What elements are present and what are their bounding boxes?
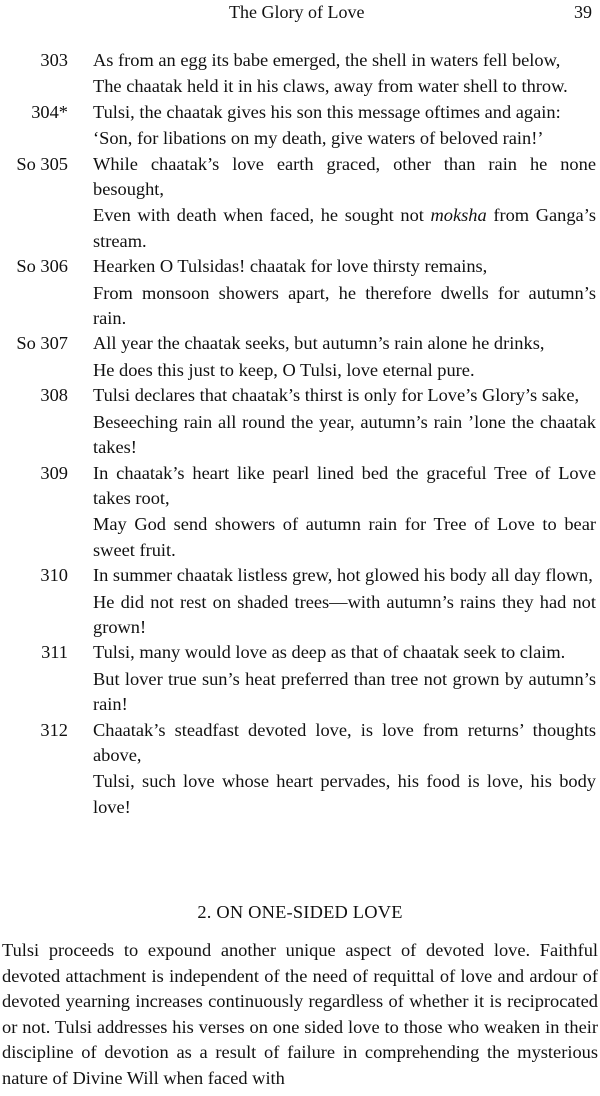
- verse-309: [0, 461, 600, 564]
- verse-line: Chaatak’s steadfast devoted love, is love from returns’ thoughts above,: [93, 719, 596, 765]
- verse-306: [0, 254, 600, 331]
- verse-line: As from an egg its babe emerged, the shell in waters fell below,: [93, 50, 561, 70]
- verse-311: [0, 640, 600, 717]
- running-title: The Glory of Love: [229, 2, 365, 22]
- verse-number: So 307: [16, 333, 68, 354]
- verse-line: Tulsi, the chaatak gives his son this message oftimes and again:: [93, 101, 561, 122]
- verse-line: May God send showers of autumn rain for Tree of Love to bear sweet fruit.: [93, 514, 596, 560]
- verse-line: Even with death when faced, he sought not moksha from Ganga’s stream.: [93, 205, 596, 251]
- body-paragraph: Tulsi proceeds to expound another unique aspect of devoted love. Faithful devoted attachment is independent of the need of requittal of love and ardour of devoted yearning increases continuously regardless of whether it is reciprocated or not. Tulsi addresses his verses on one sided love to those who weaken in their discipline of devotion as a result of failure in comprehending the mysterious nature of Divine Will when faced with: [2, 940, 598, 1088]
- page-number: 39: [574, 2, 592, 22]
- verse-number: 303: [40, 50, 68, 70]
- verse-list: [0, 48, 600, 820]
- verse-number: 309: [40, 462, 68, 483]
- verse-line: The chaatak held it in his claws, away from water shell to throw.: [93, 76, 568, 97]
- verse-line: From monsoon showers apart, he therefore dwells for autumn’s rain.: [93, 282, 596, 329]
- verse-307: [0, 331, 600, 383]
- verse-number: 310: [40, 565, 68, 586]
- verse-number: 308: [40, 385, 68, 406]
- verse-line: Tulsi declares that chaatak’s thirst is only for Love’s Glory’s sake,: [93, 385, 580, 406]
- verse-number: So 305: [16, 153, 68, 174]
- verse-line: But lover true sun’s heat preferred than tree not grown by autumn’s rain!: [93, 668, 596, 715]
- verse-line: ‘Son, for libations on my death, give waters of beloved rain!’: [93, 128, 544, 149]
- verse-308: [0, 383, 600, 460]
- verse-number: 304*: [31, 101, 68, 122]
- verse-312: [0, 718, 600, 821]
- verse-number: 311: [41, 642, 68, 663]
- verse-line: He does this just to keep, O Tulsi, love eternal pure.: [93, 359, 475, 380]
- verse-310: [0, 563, 600, 640]
- verse-305: [0, 152, 600, 255]
- verse-line: He did not rest on shaded trees—with autumn’s rains they had not grown!: [93, 591, 596, 637]
- verse-line: While chaatak’s love earth graced, other than rain he none besought,: [93, 153, 596, 200]
- verse-line: In summer chaatak listless grew, hot glowed his body all day flown,: [93, 565, 593, 586]
- section-heading: 2. ON ONE-SIDED LOVE: [197, 902, 403, 922]
- verse-number: So 306: [16, 256, 68, 277]
- verse-line: Beseeching rain all round the year, autumn’s rain ’lone the chaatak takes!: [93, 411, 596, 458]
- verse-line: All year the chaatak seeks, but autumn’s rain alone he drinks,: [93, 333, 545, 354]
- verse-304: [0, 100, 600, 152]
- verse-line: Tulsi, such love whose heart pervades, his food is love, his body love!: [93, 771, 596, 817]
- verse-303: [0, 48, 600, 100]
- running-head: [0, 2, 600, 26]
- verse-line: Tulsi, many would love as deep as that of chaatak seek to claim.: [93, 642, 566, 663]
- verse-line: In chaatak’s heart like pearl lined bed the graceful Tree of Love takes root,: [93, 462, 596, 508]
- verse-number: 312: [40, 719, 68, 740]
- verse-line: Hearken O Tulsidas! chaatak for love thirsty remains,: [93, 256, 488, 277]
